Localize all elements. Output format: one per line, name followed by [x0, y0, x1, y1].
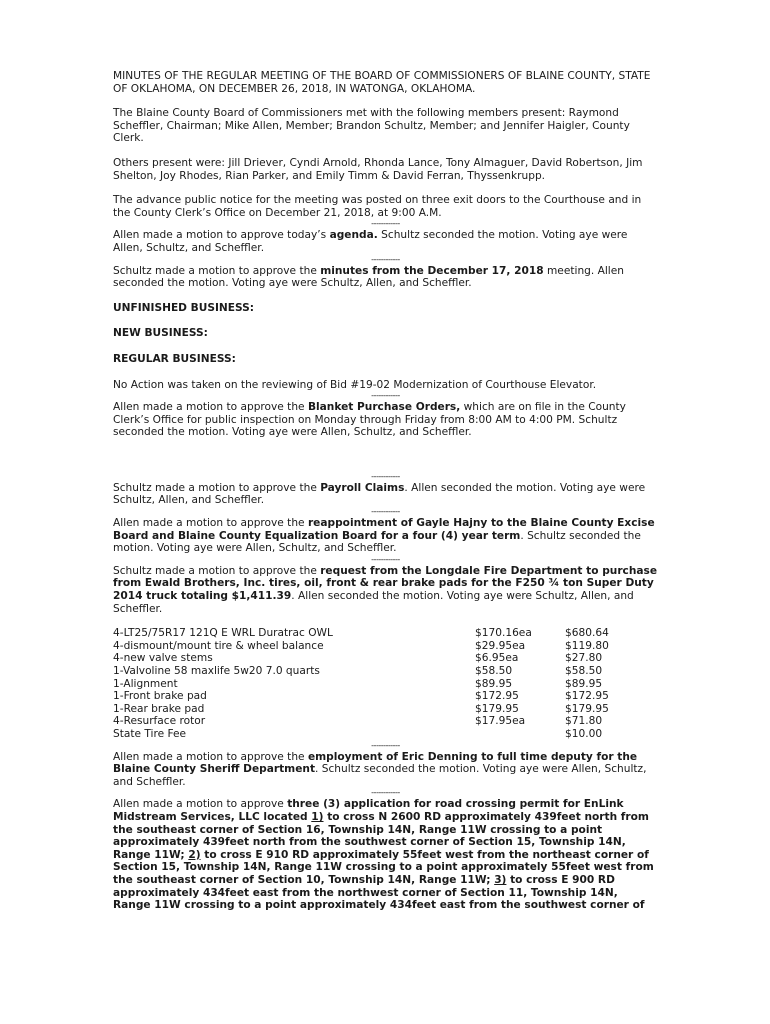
separator: ------------	[371, 219, 400, 229]
table-row: 4-Resurface rotor $17.95ea $71.80	[113, 715, 603, 728]
separator: ------------	[371, 471, 400, 481]
separator: ------------	[371, 740, 400, 750]
purchase-items-table	[113, 627, 658, 740]
table-row: 1-Valvoline 58 maxlife 5w20 7.0 quarts $58.50 $58.50	[113, 665, 603, 677]
separator: ------------	[371, 391, 400, 401]
enlink-motion: Allen made a motion to approve three (3) application for road crossing permit for EnLink Midstream Services, LLC located 1) to cross N 2600 RD approximately 439feet north from the southeast corner of Section 16, Township 14N, Range 11W crossing to a point approximately 439feet north from the southwest corner of Section 15, Township 14N, Range 11W; 2) to cross E 910 RD approximately 55feet west from the northeast corner of Section 15, Township 14N, Range 11W crossing to a point approximately 55feet west from the southeast corner of Section 10, Township 14N, Range 11W; 3) to cross E 900 RD approximately 434feet east from the northwest corner of Section 11, Township 14N, Range 11W crossing to a point approximately 434feet east from the southwest corner of	[113, 798, 654, 912]
no-action-item: No Action was taken on the reviewing of Bid #19-02 Modernization of Courthouse Elevator.	[113, 378, 597, 391]
blanket-po-motion: Allen made a motion to approve the Blanket Purchase Orders, which are on file in the County Clerk’s Office for public inspection on Monday through Friday from 8:00 AM to 4:00 PM. Schultz seconded the motion. Voting aye were Allen, Schultz, and Scheffler.	[113, 401, 626, 439]
public-notice: The advance public notice for the meeting was posted on three exit doors to the Courthouse and in the County Clerk’s Office on December 21, 2018, at 9:00 A.M.	[113, 194, 642, 219]
reappointment-motion: Allen made a motion to approve the reappointment of Gayle Hajny to the Blaine County Excise Board and Blaine County Equalization Board for a four (4) year term. Schultz seconded the motion. Voting aye were Allen, Schultz, and Scheffler.	[113, 517, 655, 555]
table-row: 4-LT25/75R17 121Q E WRL Duratrac OWL $170.16ea $680.64	[113, 627, 609, 640]
agenda-motion: Allen made a motion to approve today’s agenda. Schultz seconded the motion. Voting aye were Allen, Schultz, and Scheffler.	[113, 229, 628, 254]
unfinished-business-heading: UNFINISHED BUSINESS:	[113, 301, 255, 314]
members-present: The Blaine County Board of Commissioners met with the following members present: Raymond Scheffler, Chairman; Mike Allen, Member; Brandon Schultz, Member; and Jennifer Haigler, County Clerk.	[113, 107, 630, 145]
minutes-motion: Schultz made a motion to approve the minutes from the December 17, 2018 meeting. Allen seconded the motion. Voting aye were Schultz, Allen, and Scheffler.	[113, 264, 624, 290]
document-title: MINUTES OF THE REGULAR MEETING OF THE BOARD OF COMMISSIONERS OF BLAINE COUNTY, STATE OF OKLAHOMA, ON DECEMBER 26, 2018, IN WATONGA, OKLAHOMA.	[113, 70, 651, 95]
regular-business-heading: REGULAR BUSINESS:	[113, 352, 236, 365]
denning-motion: Allen made a motion to approve the employment of Eric Denning to full time deputy for the Blaine County Sheriff Department. Schultz seconded the motion. Voting aye were Allen, Schultz, and Scheffler.	[113, 750, 647, 788]
others-present: Others present were: Jill Driever, Cyndi Arnold, Rhonda Lance, Tony Almaguer, David Robertson, Jim Shelton, Joy Rhodes, Rian Parker, and Emily Timm & David Ferran, Thyssenkrupp.	[113, 156, 643, 182]
table-row: 4-dismount/mount tire & wheel balance $29.95ea $119.80	[113, 639, 609, 652]
separator: ------------	[371, 788, 400, 798]
new-business-heading: NEW BUSINESS:	[113, 327, 208, 340]
table-row: 1-Rear brake pad $179.95 $179.95	[113, 702, 609, 715]
table-row: State Tire Fee $10.00	[113, 727, 603, 740]
separator: ------------	[371, 507, 400, 517]
longdale-motion: Schultz made a motion to approve the request from the Longdale Fire Department to purchase from Ewald Brothers, Inc. tires, oil, front & rear brake pads for the F250 ¾ ton Super Duty 2014 truck totaling $1,411.39. Allen seconded the motion. Voting aye were Schultz, Allen, and Scheffler.	[113, 564, 658, 615]
table-row: 1-Alignment $89.95 $89.95	[113, 677, 603, 690]
minutes-document	[113, 70, 658, 912]
separator: ------------	[371, 554, 400, 564]
table-row: 4-new valve stems $6.95ea $27.80	[113, 652, 603, 665]
table-row: 1-Front brake pad $172.95 $172.95	[113, 690, 609, 703]
separator: ------------	[371, 254, 400, 264]
payroll-motion: Schultz made a motion to approve the Payroll Claims. Allen seconded the motion. Voting aye were Schultz, Allen, and Scheffler.	[113, 481, 646, 507]
